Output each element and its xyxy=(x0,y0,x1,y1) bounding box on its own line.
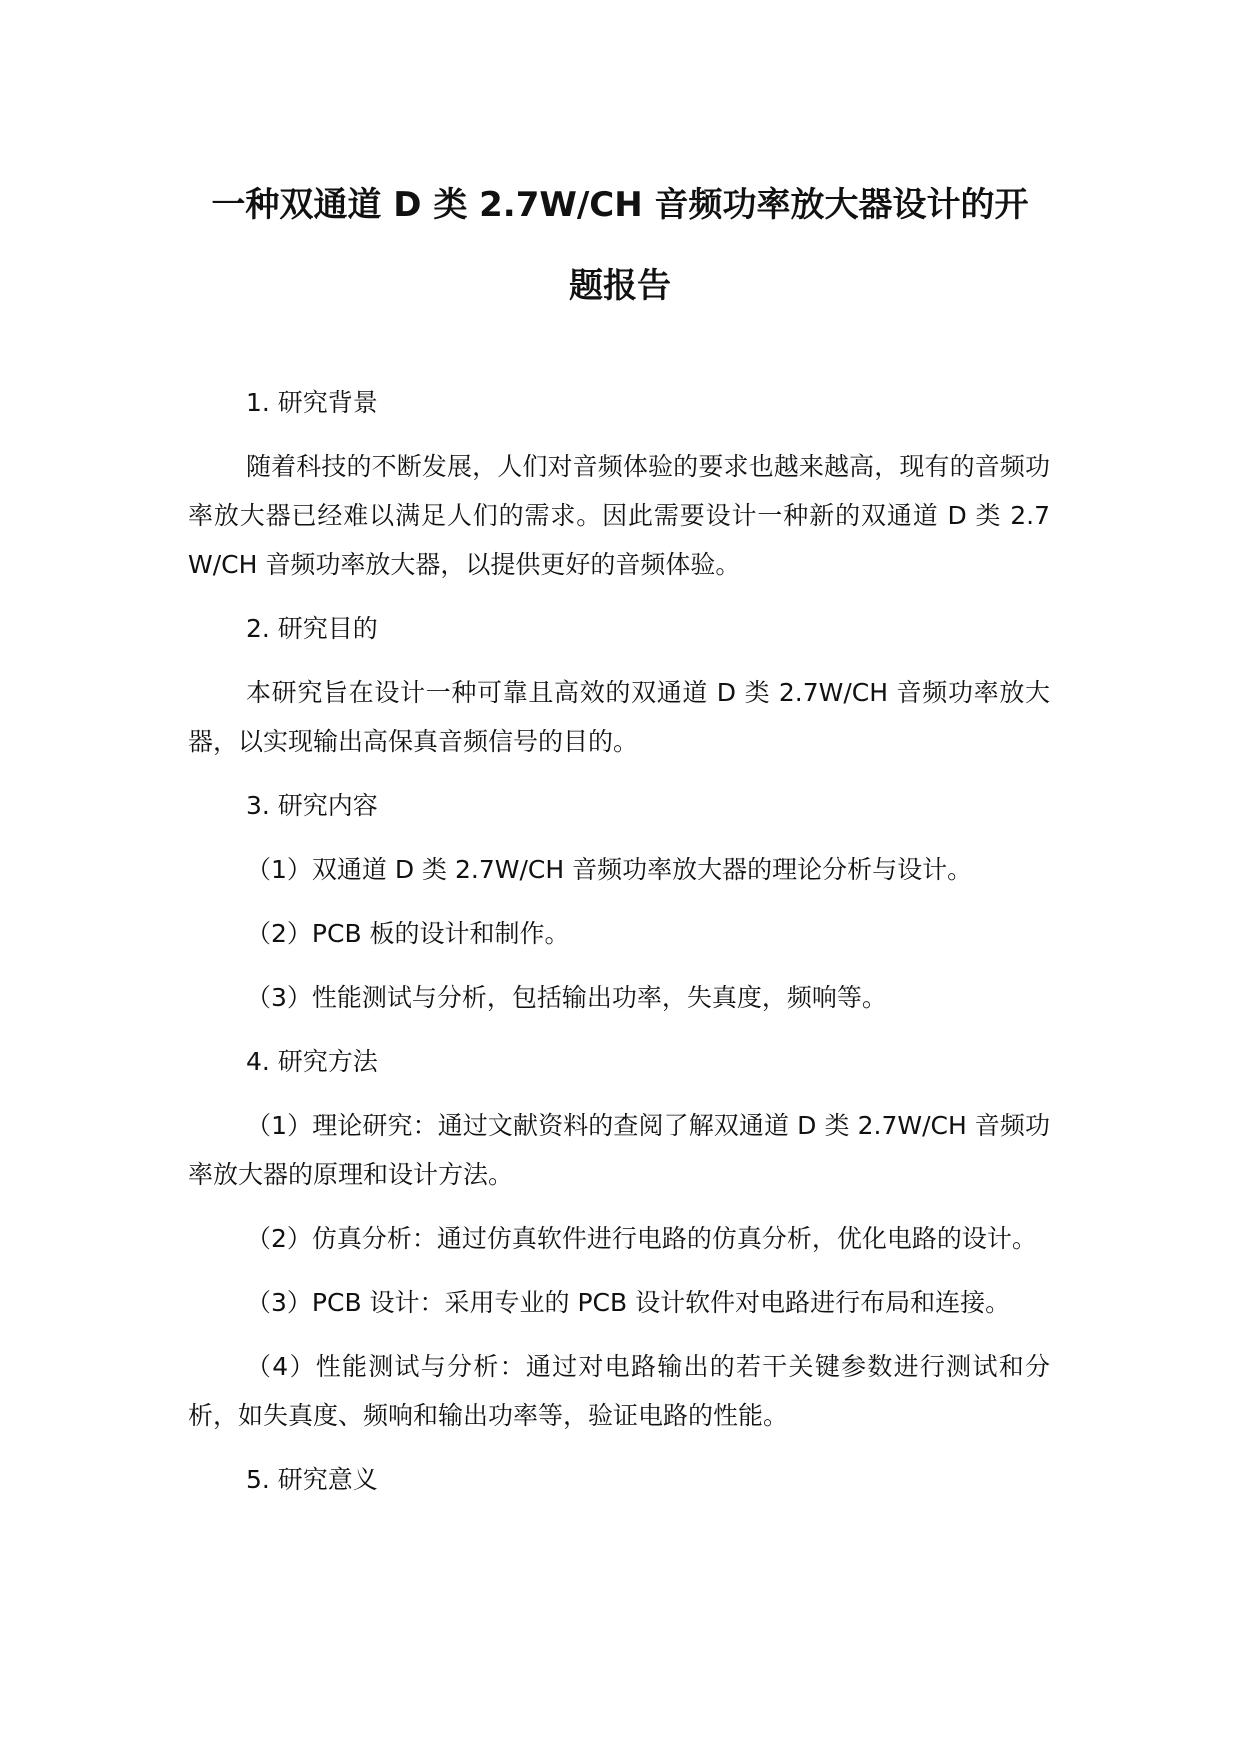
paragraph-background: 随着科技的不断发展，人们对音频体验的要求也越来越高，现有的音频功率放大器已经难以满足人们的需求。因此需要设计一种新的双通道 D 类 2.7W/CH 音频功率放大器，以提供更好的音频体验。 xyxy=(188,452,1050,579)
document-body xyxy=(188,378,1050,1504)
list-item-method-1: （1）理论研究：通过文献资料的查阅了解双通道 D 类 2.7W/CH 音频功率放大器的原理和设计方法。 xyxy=(188,1111,1050,1189)
list-item-method-2: （2）仿真分析：通过仿真软件进行电路的仿真分析，优化电路的设计。 xyxy=(246,1224,1037,1253)
list-item-content-2: （2）PCB 板的设计和制作。 xyxy=(246,919,570,948)
list-item-content-1: （1）双通道 D 类 2.7W/CH 音频功率放大器的理论分析与设计。 xyxy=(246,855,973,884)
document-title-line-2: 题报告 xyxy=(569,266,671,306)
section-heading-background: 1. 研究背景 xyxy=(246,388,378,417)
section-heading-methods: 4. 研究方法 xyxy=(246,1047,378,1076)
list-item-method-4: （4）性能测试与分析：通过对电路输出的若干关键参数进行测试和分析，如失真度、频响和输出功率等，验证电路的性能。 xyxy=(188,1352,1050,1430)
section-heading-content: 3. 研究内容 xyxy=(246,791,378,820)
section-heading-significance: 5. 研究意义 xyxy=(246,1465,378,1494)
section-heading-purpose: 2. 研究目的 xyxy=(246,614,378,643)
list-item-method-3: （3）PCB 设计：采用专业的 PCB 设计软件对电路进行布局和连接。 xyxy=(246,1288,1011,1317)
document-title-line-1: 一种双通道 D 类 2.7W/CH 音频功率放大器设计的开 xyxy=(211,185,1029,225)
list-item-content-3: （3）性能测试与分析，包括输出功率，失真度，频响等。 xyxy=(246,983,887,1012)
paragraph-purpose: 本研究旨在设计一种可靠且高效的双通道 D 类 2.7W/CH 音频功率放大器，以实现输出高保真音频信号的目的。 xyxy=(188,678,1050,756)
